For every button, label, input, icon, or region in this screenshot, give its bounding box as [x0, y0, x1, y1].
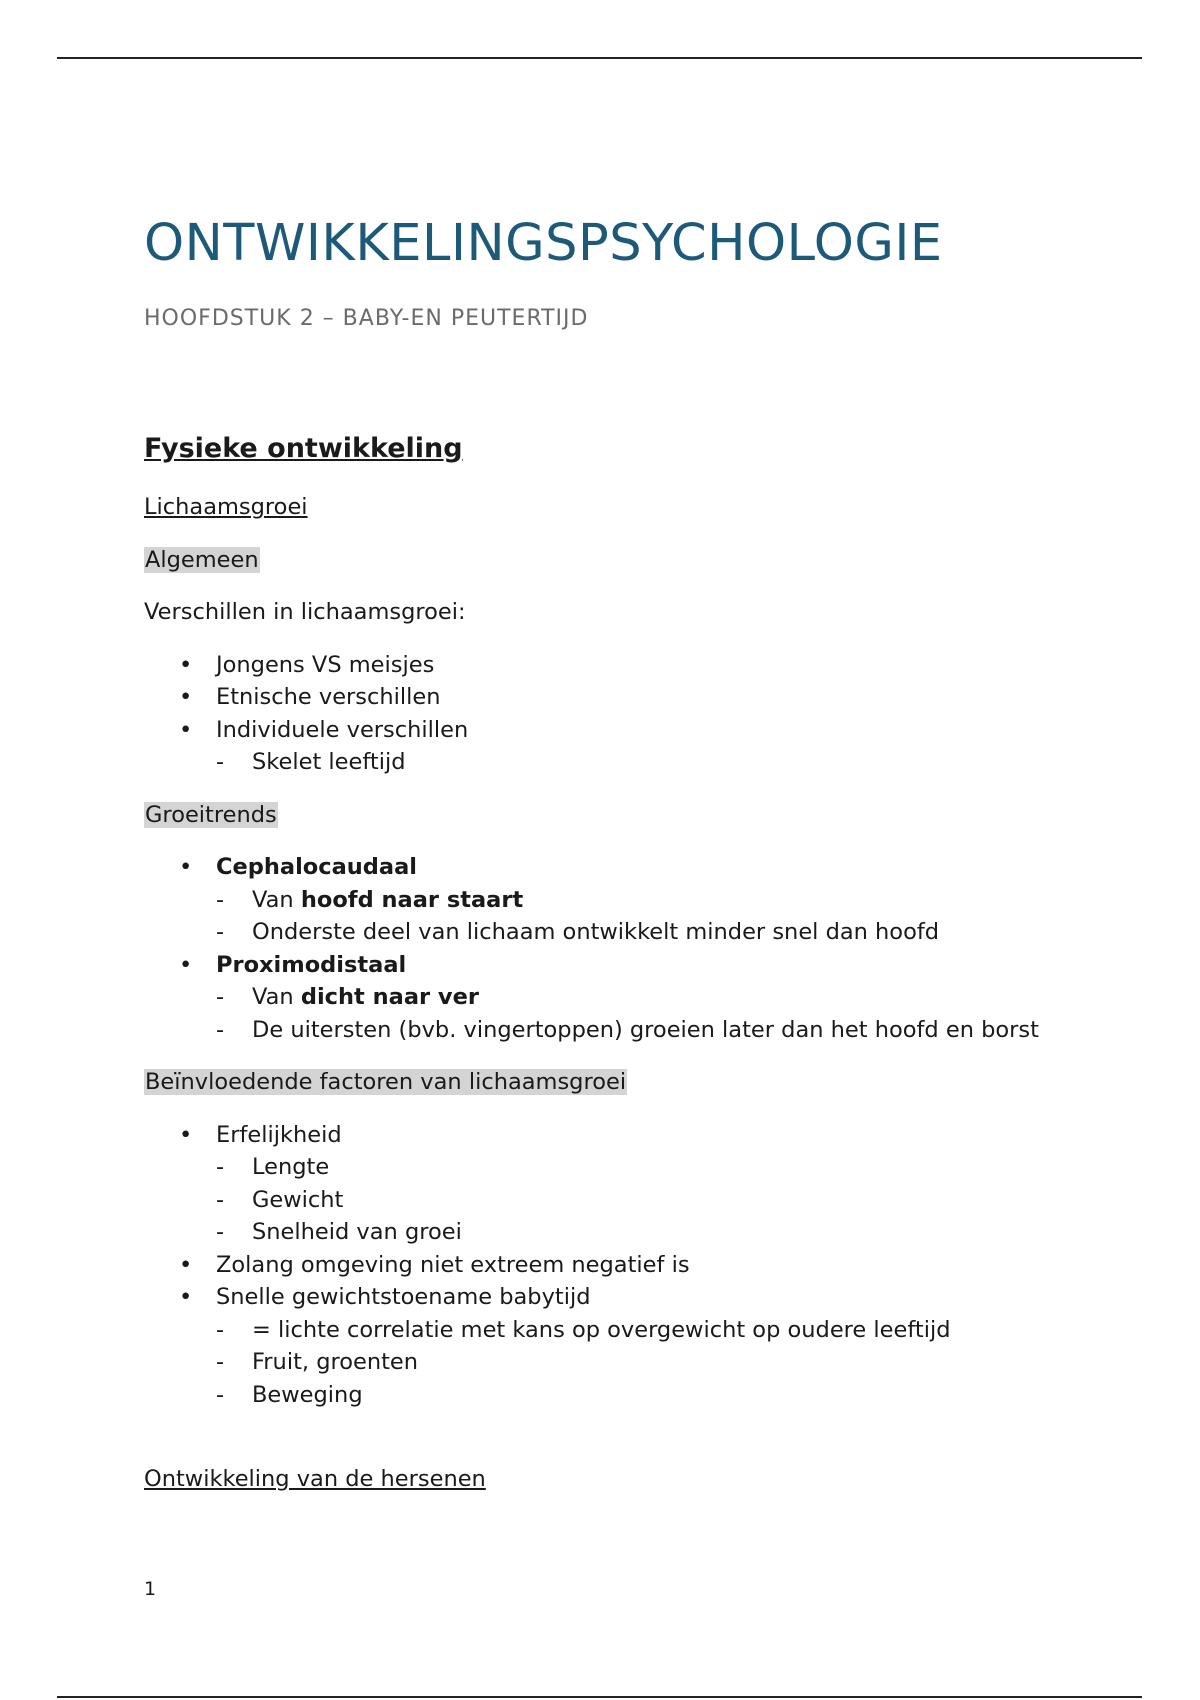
header-rule: [57, 57, 1142, 59]
document-subtitle: HOOFDSTUK 2 – BABY-EN PEUTERTIJD: [144, 306, 589, 331]
dash-icon: -: [216, 1316, 225, 1343]
sub-list-item: - De uitersten (bvb. vingertoppen) groeien later dan het hoofd en borst: [216, 1014, 1064, 1047]
dash-icon: -: [216, 1381, 225, 1408]
sub-list-item: - Gewicht: [216, 1184, 1064, 1217]
highlight-algemeen: Algemeen: [145, 546, 259, 573]
heading-hersenen: Ontwikkeling van de hersenen: [144, 1466, 486, 1492]
dash-icon: -: [216, 1154, 225, 1180]
bullet-icon: •: [179, 951, 193, 978]
dash-icon: -: [216, 1349, 225, 1375]
list-item: • Zolang omgeving niet extreem negatief is: [144, 1249, 1064, 1282]
list-item: • Individuele verschillen - Skelet leeftijd: [144, 714, 1064, 779]
highlight-groeitrends: Groeitrends: [145, 801, 277, 828]
document-title: ONTWIKKELINGSPSYCHOLOGIE: [144, 214, 943, 273]
bullet-icon: •: [179, 684, 193, 710]
sub-list-item: - Snelheid van groei: [216, 1216, 1064, 1249]
intro-text: Verschillen in lichaamsgroei:: [144, 599, 466, 625]
bullet-icon: •: [179, 651, 193, 678]
list-verschillen: [144, 649, 1064, 779]
sub-list-item: - Van dicht naar ver: [216, 981, 1064, 1014]
highlight-factoren: Beïnvloedende factoren van lichaamsgroei: [145, 1069, 627, 1095]
list-item: • Proximodistaal - Van dicht naar ver - De uitersten (bvb. vingertoppen) groeien later dan het hoofd en borst: [144, 949, 1064, 1047]
list-item: • Etnische verschillen: [144, 681, 1064, 714]
list-item: • Snelle gewichtstoename babytijd - = lichte correlatie met kans op overgewicht op oudere leeftijd - Fruit, groenten - Beweging: [144, 1281, 1064, 1411]
dash-icon: -: [216, 919, 225, 945]
bullet-icon: •: [179, 1284, 193, 1310]
list-item: • Jongens VS meisjes: [144, 649, 1064, 682]
footer-rule: [57, 1696, 1142, 1698]
dash-icon: -: [216, 984, 225, 1010]
sub-list-item: - Van hoofd naar staart: [216, 884, 1064, 917]
sub-list: [216, 746, 1064, 779]
bullet-icon: •: [179, 716, 193, 743]
sub-list: [216, 1151, 1064, 1249]
list-item: • Erfelijkheid - Lengte - Gewicht - Snelheid van groei: [144, 1119, 1064, 1249]
dash-icon: -: [216, 1219, 225, 1245]
page-number: 1: [144, 1578, 157, 1600]
sub-list: [216, 1314, 1064, 1412]
bullet-icon: •: [179, 1121, 193, 1148]
section-title: Fysieke ontwikkeling: [144, 433, 463, 464]
sub-list-item: - = lichte correlatie met kans op overgewicht op oudere leeftijd: [216, 1314, 1064, 1347]
sub-list-item: - Lengte: [216, 1151, 1064, 1184]
dash-icon: -: [216, 1016, 225, 1043]
heading-lichaamsgroei: Lichaamsgroei: [144, 494, 308, 520]
sub-list: [216, 884, 1064, 949]
sub-list-item: - Fruit, groenten: [216, 1346, 1064, 1379]
dash-icon: -: [216, 886, 225, 913]
bullet-icon: •: [179, 1251, 193, 1278]
sub-list-item: - Skelet leeftijd: [216, 746, 1064, 779]
list-item: • Cephalocaudaal - Van hoofd naar staart - Onderste deel van lichaam ontwikkelt minder snel dan hoofd: [144, 851, 1064, 949]
sub-list-item: - Onderste deel van lichaam ontwikkelt minder snel dan hoofd: [216, 916, 1064, 949]
dash-icon: -: [216, 1186, 225, 1213]
list-factoren: [144, 1119, 1064, 1412]
sub-list: [216, 981, 1064, 1046]
bullet-icon: •: [179, 854, 193, 880]
sub-list-item: - Beweging: [216, 1379, 1064, 1412]
dash-icon: -: [216, 749, 225, 775]
document-body: [144, 491, 1064, 1496]
list-groeitrends: [144, 851, 1064, 1046]
